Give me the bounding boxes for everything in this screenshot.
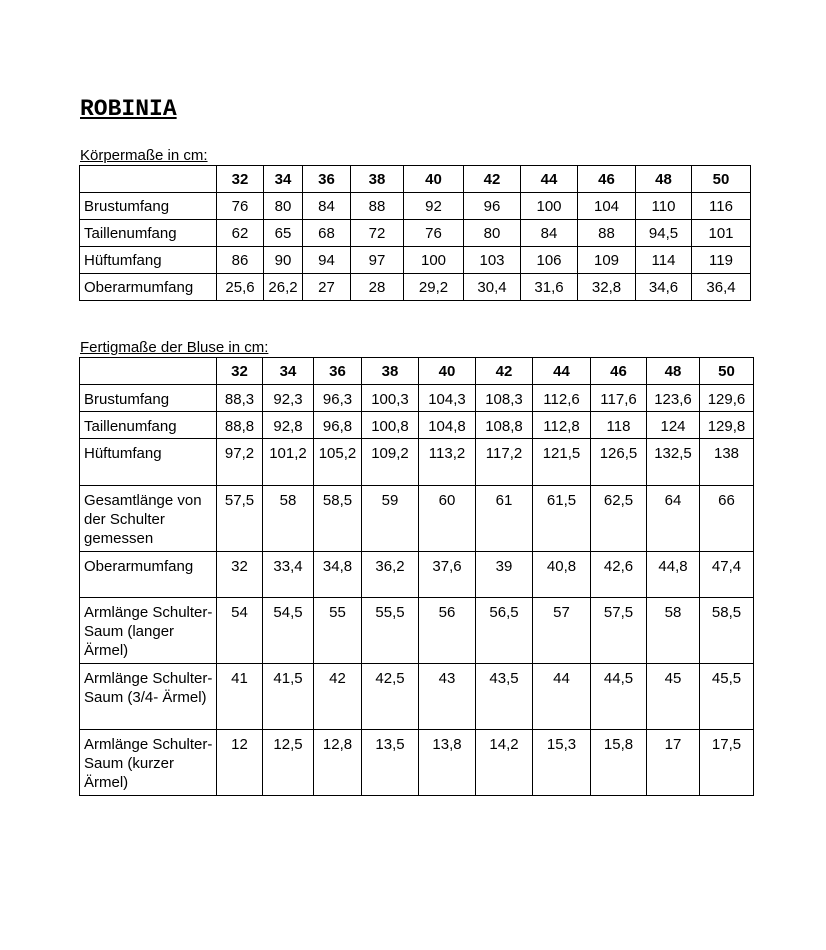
measurement-value: 36,4 xyxy=(692,274,751,301)
measurement-value: 55 xyxy=(314,598,362,664)
measurement-value: 88 xyxy=(578,220,636,247)
measurement-value: 114 xyxy=(636,247,692,274)
measurement-value: 39 xyxy=(476,552,533,598)
measurement-value: 104,3 xyxy=(419,385,476,412)
measurement-value: 132,5 xyxy=(647,439,700,486)
measurement-value: 57 xyxy=(533,598,591,664)
measurement-row xyxy=(80,598,754,664)
measurement-row xyxy=(80,274,751,301)
measurement-value: 31,6 xyxy=(521,274,578,301)
measurement-value: 64 xyxy=(647,486,700,552)
measurement-value: 109 xyxy=(578,247,636,274)
measurement-value: 36,2 xyxy=(362,552,419,598)
measurement-value: 65 xyxy=(264,220,303,247)
measurement-value: 44,8 xyxy=(647,552,700,598)
measurement-value: 60 xyxy=(419,486,476,552)
measurement-value: 14,2 xyxy=(476,730,533,796)
measurement-value: 117,2 xyxy=(476,439,533,486)
size-header-cell: 40 xyxy=(419,358,476,385)
measurement-value: 123,6 xyxy=(647,385,700,412)
measurement-value: 42,6 xyxy=(591,552,647,598)
row-label: Oberarmumfang xyxy=(80,552,217,598)
measurement-value: 27 xyxy=(303,274,351,301)
finished-measurements-caption: Fertigmaße der Bluse in cm: xyxy=(80,339,269,356)
size-header-cell: 36 xyxy=(314,358,362,385)
size-header-cell: 32 xyxy=(217,358,263,385)
measurement-value: 92,3 xyxy=(263,385,314,412)
measurement-value: 54 xyxy=(217,598,263,664)
measurement-value: 112,8 xyxy=(533,412,591,439)
measurement-value: 17 xyxy=(647,730,700,796)
measurement-value: 129,8 xyxy=(700,412,754,439)
size-header-cell: 32 xyxy=(217,166,264,193)
measurement-value: 59 xyxy=(362,486,419,552)
size-header-cell: 50 xyxy=(692,166,751,193)
measurement-value: 76 xyxy=(217,193,264,220)
size-header-row xyxy=(80,358,754,385)
measurement-value: 100,3 xyxy=(362,385,419,412)
measurement-value: 34,6 xyxy=(636,274,692,301)
size-header-cell: 38 xyxy=(351,166,404,193)
measurement-value: 90 xyxy=(264,247,303,274)
measurement-value: 108,3 xyxy=(476,385,533,412)
measurement-value: 129,6 xyxy=(700,385,754,412)
size-header-cell: 36 xyxy=(303,166,351,193)
measurement-value: 62 xyxy=(217,220,264,247)
measurement-value: 117,6 xyxy=(591,385,647,412)
measurement-value: 12,5 xyxy=(263,730,314,796)
measurement-value: 138 xyxy=(700,439,754,486)
row-label: Oberarmumfang xyxy=(80,274,217,301)
measurement-value: 103 xyxy=(464,247,521,274)
measurement-value: 28 xyxy=(351,274,404,301)
measurement-value: 104 xyxy=(578,193,636,220)
measurement-value: 34,8 xyxy=(314,552,362,598)
measurement-value: 56 xyxy=(419,598,476,664)
measurement-row xyxy=(80,486,754,552)
measurement-value: 43,5 xyxy=(476,664,533,730)
measurement-row xyxy=(80,664,754,730)
measurement-value: 119 xyxy=(692,247,751,274)
measurement-value: 92,8 xyxy=(263,412,314,439)
measurement-value: 100 xyxy=(404,247,464,274)
measurement-value: 40,8 xyxy=(533,552,591,598)
size-header-cell: 34 xyxy=(264,166,303,193)
size-header-cell: 42 xyxy=(476,358,533,385)
measurement-value: 61 xyxy=(476,486,533,552)
measurement-row xyxy=(80,730,754,796)
size-header-cell: 38 xyxy=(362,358,419,385)
row-label: Armlänge Schulter-Saum (langer Ärmel) xyxy=(80,598,217,664)
measurement-value: 126,5 xyxy=(591,439,647,486)
row-label: Brustumfang xyxy=(80,385,217,412)
document-title: ROBINIA xyxy=(80,96,177,122)
measurement-value: 105,2 xyxy=(314,439,362,486)
measurement-value: 104,8 xyxy=(419,412,476,439)
measurement-value: 13,5 xyxy=(362,730,419,796)
measurement-value: 101,2 xyxy=(263,439,314,486)
measurement-value: 84 xyxy=(303,193,351,220)
measurement-value: 57,5 xyxy=(591,598,647,664)
measurement-value: 30,4 xyxy=(464,274,521,301)
body-measurements-table xyxy=(79,165,751,301)
measurement-value: 68 xyxy=(303,220,351,247)
measurement-value: 84 xyxy=(521,220,578,247)
measurement-value: 29,2 xyxy=(404,274,464,301)
measurement-value: 54,5 xyxy=(263,598,314,664)
measurement-value: 96,3 xyxy=(314,385,362,412)
measurement-value: 42 xyxy=(314,664,362,730)
row-label: Hüftumfang xyxy=(80,439,217,486)
measurement-value: 86 xyxy=(217,247,264,274)
size-header-cell: 48 xyxy=(636,166,692,193)
size-header-cell: 48 xyxy=(647,358,700,385)
measurement-value: 37,6 xyxy=(419,552,476,598)
row-label: Brustumfang xyxy=(80,193,217,220)
measurement-value: 96 xyxy=(464,193,521,220)
measurement-value: 56,5 xyxy=(476,598,533,664)
measurement-value: 88,8 xyxy=(217,412,263,439)
measurement-value: 97 xyxy=(351,247,404,274)
measurement-value: 44 xyxy=(533,664,591,730)
measurement-value: 12 xyxy=(217,730,263,796)
size-header-cell: 44 xyxy=(521,166,578,193)
body-measurements-caption: Körpermaße in cm: xyxy=(80,147,208,164)
size-header-cell: 34 xyxy=(263,358,314,385)
measurement-value: 33,4 xyxy=(263,552,314,598)
measurement-value: 55,5 xyxy=(362,598,419,664)
measurement-value: 45 xyxy=(647,664,700,730)
measurement-value: 66 xyxy=(700,486,754,552)
measurement-value: 110 xyxy=(636,193,692,220)
size-header-cell: 50 xyxy=(700,358,754,385)
measurement-value: 72 xyxy=(351,220,404,247)
measurement-value: 58,5 xyxy=(700,598,754,664)
size-header-cell: 46 xyxy=(578,166,636,193)
measurement-value: 43 xyxy=(419,664,476,730)
measurement-row xyxy=(80,552,754,598)
row-label: Gesamtlänge von der Schulter gemessen xyxy=(80,486,217,552)
measurement-value: 42,5 xyxy=(362,664,419,730)
measurement-value: 17,5 xyxy=(700,730,754,796)
measurement-value: 94 xyxy=(303,247,351,274)
measurement-value: 41,5 xyxy=(263,664,314,730)
measurement-value: 58 xyxy=(263,486,314,552)
measurement-value: 61,5 xyxy=(533,486,591,552)
size-header-cell: 40 xyxy=(404,166,464,193)
measurement-value: 116 xyxy=(692,193,751,220)
row-label: Armlänge Schulter-Saum (kurzer Ärmel) xyxy=(80,730,217,796)
measurement-value: 32 xyxy=(217,552,263,598)
measurement-value: 118 xyxy=(591,412,647,439)
measurement-value: 44,5 xyxy=(591,664,647,730)
measurement-row xyxy=(80,220,751,247)
size-header-row xyxy=(80,166,751,193)
size-header-cell: 46 xyxy=(591,358,647,385)
measurement-row xyxy=(80,439,754,486)
measurement-value: 26,2 xyxy=(264,274,303,301)
measurement-value: 76 xyxy=(404,220,464,247)
measurement-value: 101 xyxy=(692,220,751,247)
measurement-value: 112,6 xyxy=(533,385,591,412)
measurement-value: 80 xyxy=(464,220,521,247)
measurement-value: 41 xyxy=(217,664,263,730)
measurement-value: 124 xyxy=(647,412,700,439)
measurement-value: 97,2 xyxy=(217,439,263,486)
measurement-value: 109,2 xyxy=(362,439,419,486)
measurement-value: 106 xyxy=(521,247,578,274)
measurement-value: 13,8 xyxy=(419,730,476,796)
measurement-value: 121,5 xyxy=(533,439,591,486)
measurement-value: 88 xyxy=(351,193,404,220)
measurement-value: 25,6 xyxy=(217,274,264,301)
measurement-value: 57,5 xyxy=(217,486,263,552)
measurement-row xyxy=(80,412,754,439)
measurement-row xyxy=(80,385,754,412)
measurement-value: 92 xyxy=(404,193,464,220)
measurement-value: 32,8 xyxy=(578,274,636,301)
row-label: Taillenumfang xyxy=(80,412,217,439)
measurement-value: 100 xyxy=(521,193,578,220)
row-label: Hüftumfang xyxy=(80,247,217,274)
measurement-value: 94,5 xyxy=(636,220,692,247)
measurement-value: 58 xyxy=(647,598,700,664)
finished-measurements-table xyxy=(79,357,754,796)
measurement-row xyxy=(80,193,751,220)
measurement-value: 113,2 xyxy=(419,439,476,486)
measurement-value: 45,5 xyxy=(700,664,754,730)
header-corner-cell xyxy=(80,166,217,193)
measurement-value: 62,5 xyxy=(591,486,647,552)
measurement-row xyxy=(80,247,751,274)
measurement-value: 96,8 xyxy=(314,412,362,439)
measurement-value: 12,8 xyxy=(314,730,362,796)
measurement-value: 15,8 xyxy=(591,730,647,796)
measurement-value: 108,8 xyxy=(476,412,533,439)
measurement-value: 58,5 xyxy=(314,486,362,552)
measurement-value: 47,4 xyxy=(700,552,754,598)
size-header-cell: 44 xyxy=(533,358,591,385)
measurement-value: 15,3 xyxy=(533,730,591,796)
measurement-value: 88,3 xyxy=(217,385,263,412)
measurement-value: 100,8 xyxy=(362,412,419,439)
header-corner-cell xyxy=(80,358,217,385)
row-label: Taillenumfang xyxy=(80,220,217,247)
measurement-value: 80 xyxy=(264,193,303,220)
row-label: Armlänge Schulter-Saum (3/4- Ärmel) xyxy=(80,664,217,730)
size-header-cell: 42 xyxy=(464,166,521,193)
